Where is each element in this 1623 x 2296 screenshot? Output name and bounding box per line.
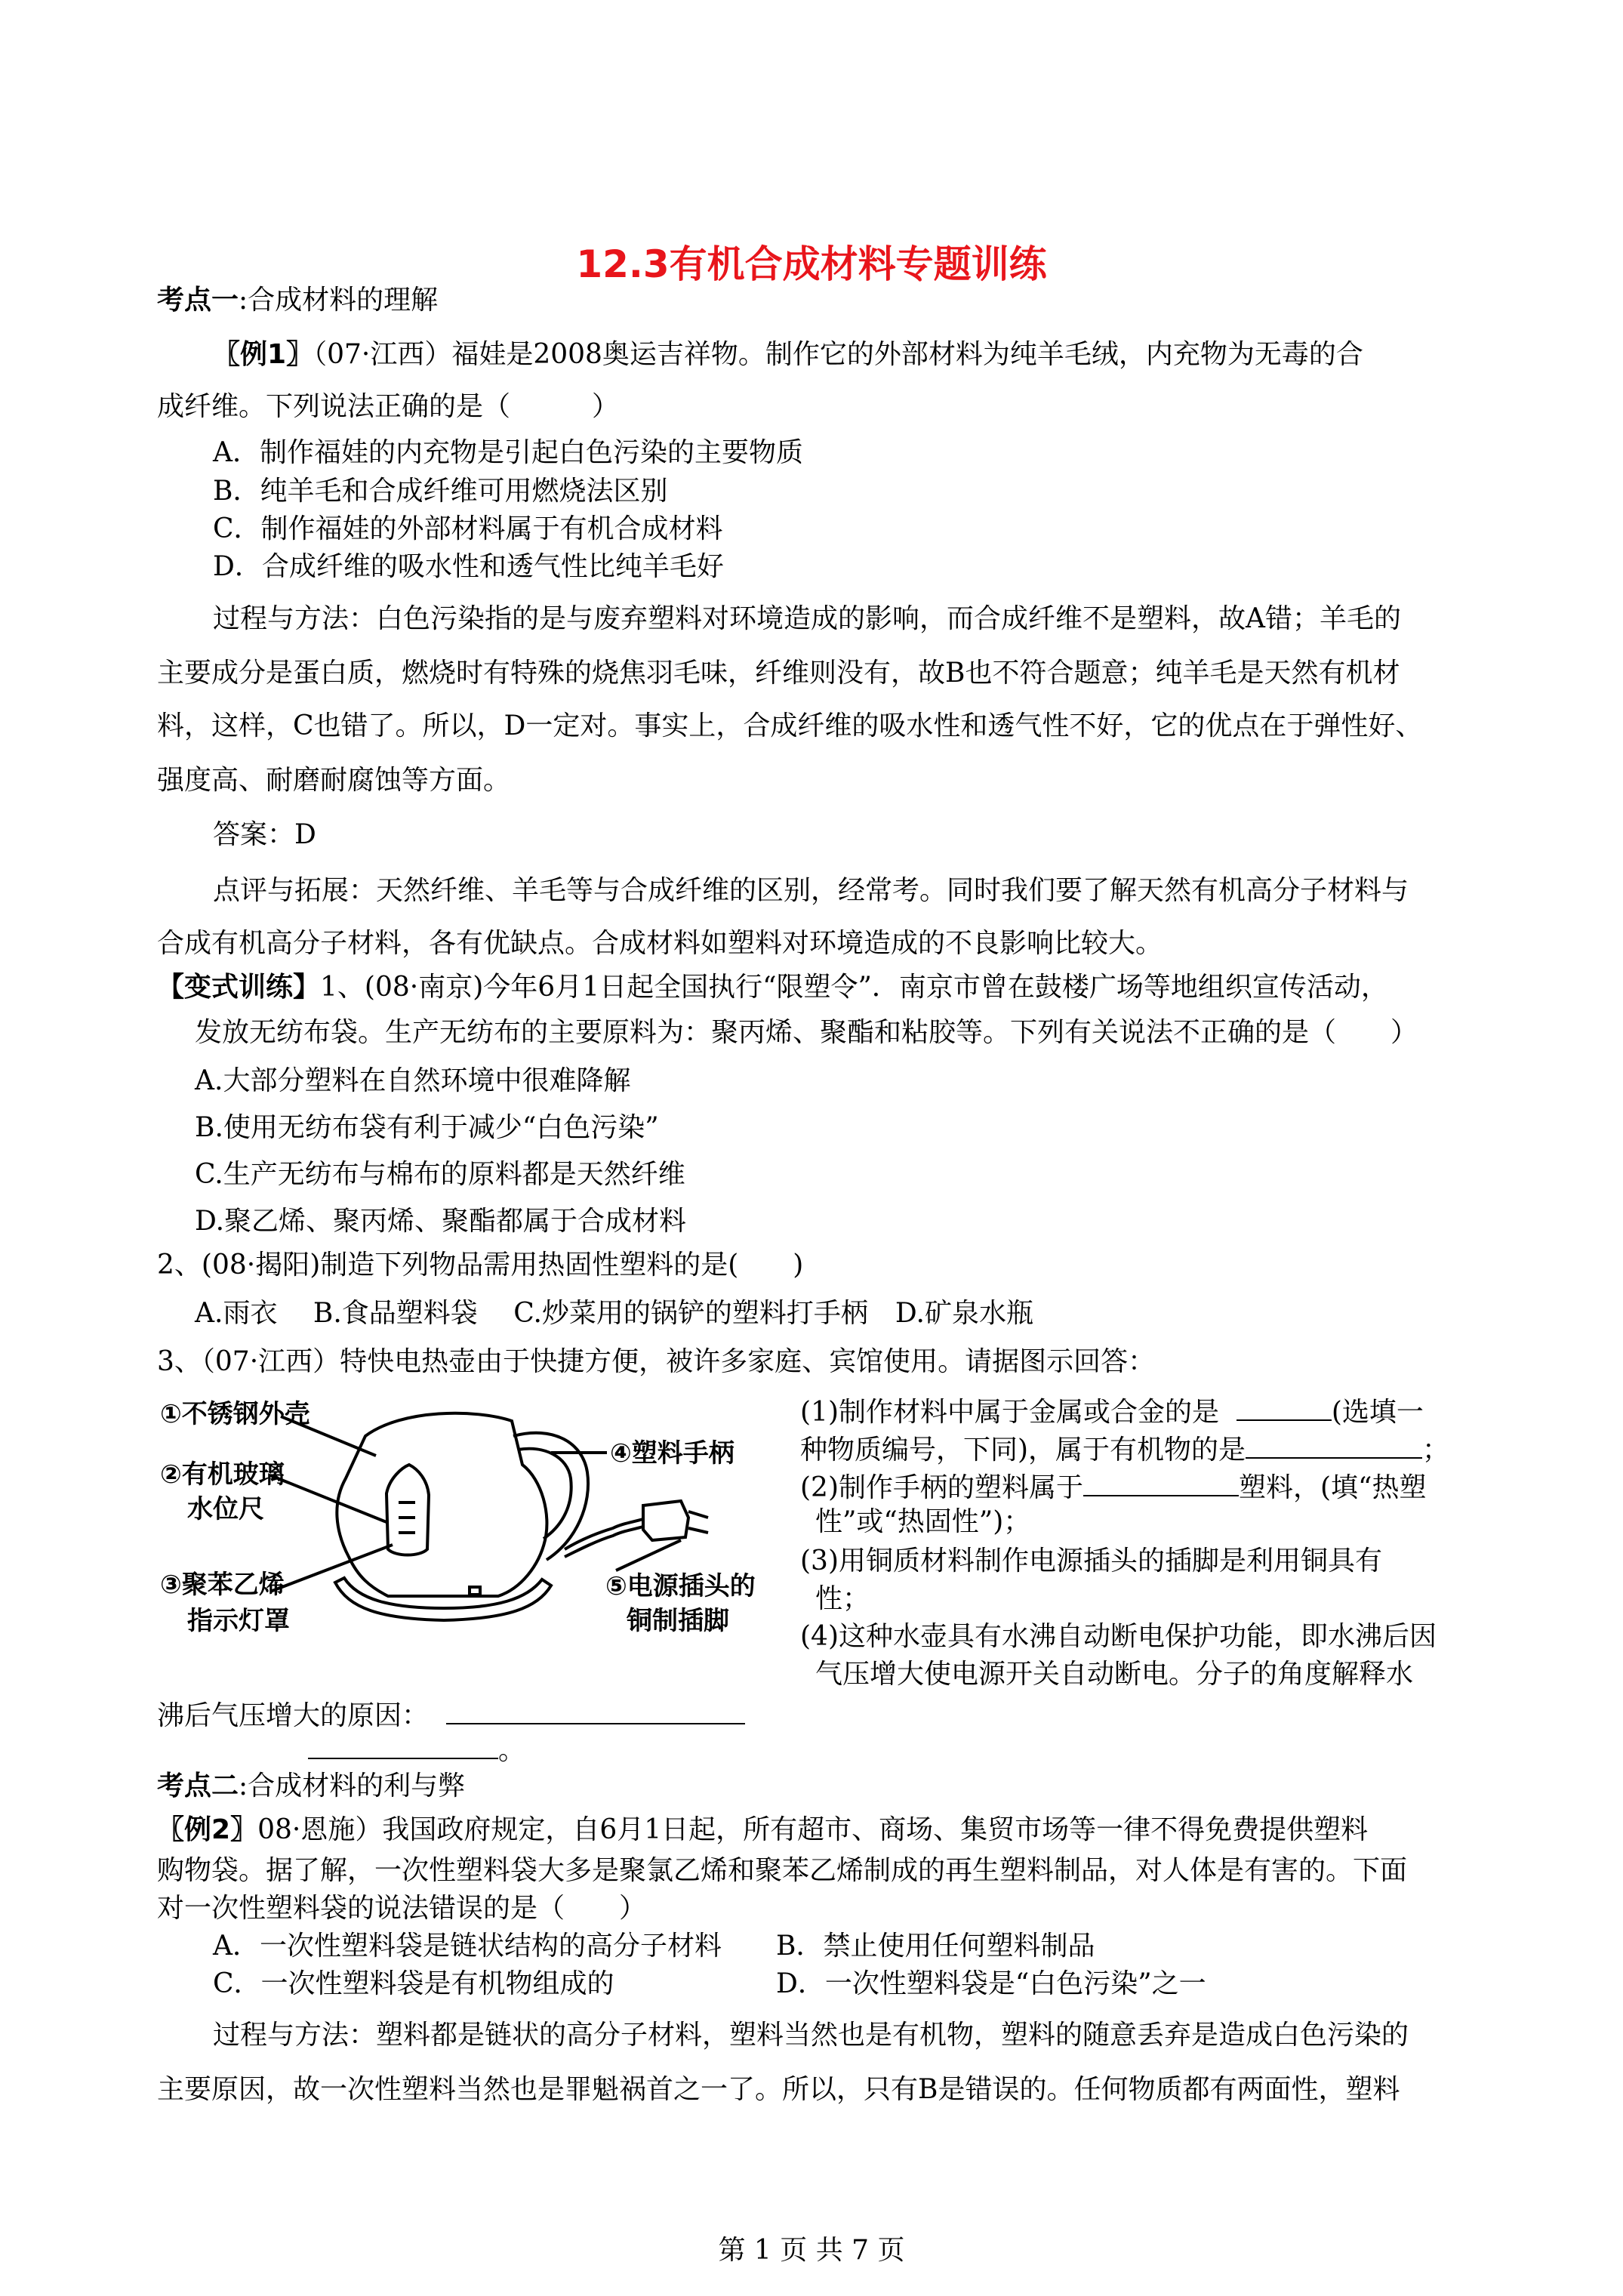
q3-part4-line-1: (4)这种水壶具有水沸自动断电保护功能，即水沸后因 bbox=[800, 1621, 1437, 1652]
example-2-question-line-3: 对一次性塑料袋的说法错误的是（ ） bbox=[157, 1893, 647, 1924]
example-2-option-c: C．一次性塑料袋是有机物组成的 bbox=[213, 1968, 614, 1999]
example-1-option-b: B．纯羊毛和合成纤维可用燃烧法区别 bbox=[213, 476, 668, 507]
example-1-method-line-3: 料，这样，C也错了。所以，D一定对。事实上，合成纤维的吸水性和透气性不好，它的优点在于弹性好、 bbox=[157, 710, 1423, 741]
variant-1-option-b: B.使用无纺布袋有利于减少“白色污染” bbox=[195, 1112, 659, 1143]
example-2-option-b: B．禁止使用任何塑料制品 bbox=[776, 1931, 1095, 1962]
example-2-question-line-1: 〖例2〗08·恩施）我国政府规定，自6月1日起，所有超市、商场、集贸市场等一律不得免费提供塑料 bbox=[157, 1814, 1369, 1845]
page-footer: 第 1 页 共 7 页 bbox=[718, 2235, 905, 2266]
q3-part2-line-1: (2)制作手柄的塑料属于 塑料，(填“热塑 bbox=[800, 1466, 1426, 1506]
figure-label-5a: ⑤电源插头的 bbox=[605, 1571, 756, 1601]
q3-part4-line-2: 气压增大使电源开关自动断电。分子的角度解释水 bbox=[815, 1659, 1414, 1690]
variant-1-option-a: A.大部分塑料在自然环境中很难降解 bbox=[195, 1065, 631, 1096]
q3-part3-line-1: (3)用铜质材料制作电源插头的插脚是利用铜具有 bbox=[800, 1546, 1382, 1576]
example-1-option-d: D．合成纤维的吸水性和透气性比纯羊毛好 bbox=[213, 551, 724, 582]
question-3: 3、（07·江西）特快电热壶由于快捷方便，被许多家庭、宾馆使用。请据图示回答： bbox=[157, 1346, 1156, 1377]
q3-part2-line-2: 性”或“热固性”)； bbox=[815, 1506, 1031, 1537]
figure-label-2b: 水位尺 bbox=[187, 1494, 264, 1524]
answer-blank[interactable] bbox=[1083, 1466, 1239, 1496]
question-2: 2、(08·揭阳)制造下列物品需用热固性塑料的是( ) bbox=[157, 1250, 804, 1281]
example-1-option-a: A．制作福娃的内充物是引起白色污染的主要物质 bbox=[213, 437, 803, 468]
q3-part3-line-2: 性； bbox=[815, 1583, 870, 1614]
figure-label-1: ①不锈钢外壳 bbox=[160, 1399, 310, 1429]
figure-label-2a: ②有机玻璃 bbox=[160, 1459, 285, 1490]
answer-blank[interactable] bbox=[1246, 1428, 1422, 1459]
answer-blank[interactable] bbox=[308, 1729, 498, 1759]
section-heading-2: 考点二:合成材料的利与弊 bbox=[157, 1771, 466, 1801]
question-2-options: A.雨衣 B.食品塑料袋 C.炒菜用的锅铲的塑料打手柄 D.矿泉水瓶 bbox=[195, 1298, 1033, 1329]
example-1-question-line-1: 〖例1〗（07·江西）福娃是2008奥运吉祥物。制作它的外部材料为纯羊毛绒，内充物为无毒的合 bbox=[213, 339, 1363, 370]
figure-label-4: ④塑料手柄 bbox=[610, 1438, 735, 1469]
example-2-method-line-1: 过程与方法：塑料都是链状的高分子材料，塑料当然也是有机物，塑料的随意丢弃是造成白色污染的 bbox=[213, 2020, 1409, 2051]
variant-1-question-line-2: 发放无纺布袋。生产无纺布的主要原料为：聚丙烯、聚酯和粘胶等。下列有关说法不正确的是（ ） bbox=[195, 1017, 1418, 1048]
figure-label-3a: ③聚苯乙烯 bbox=[160, 1570, 285, 1600]
variant-1-option-d: D.聚乙烯、聚丙烯、聚酯都属于合成材料 bbox=[195, 1206, 687, 1237]
answer-blank[interactable] bbox=[446, 1694, 745, 1724]
example-2-option-a: A．一次性塑料袋是链状结构的高分子材料 bbox=[213, 1931, 722, 1962]
section-heading-1: 考点一:合成材料的理解 bbox=[157, 285, 439, 316]
answer-blank[interactable] bbox=[1236, 1391, 1332, 1421]
example-1-answer: 答案：D bbox=[213, 819, 316, 850]
q3-part1-line-2: 种物质编号，下同)，属于有机物的是 ； bbox=[800, 1428, 1449, 1469]
example-2-option-d: D．一次性塑料袋是“白色污染”之一 bbox=[776, 1968, 1206, 1999]
variant-1-question-line-1: 【变式训练】1、(08·南京)今年6月1日起全国执行“限塑令”．南京市曾在鼓楼广场等地组织宣传活动， bbox=[157, 972, 1388, 1003]
page-title: 12.3有机合成材料专题训练 bbox=[576, 242, 1047, 286]
kettle-figure bbox=[160, 1389, 771, 1646]
q3-part4-line-3: 沸后气压增大的原因： bbox=[157, 1694, 745, 1734]
example-1-method-line-4: 强度高、耐磨耐腐蚀等方面。 bbox=[157, 765, 511, 796]
example-1-method-line-1: 过程与方法：白色污染指的是与废弃塑料对环境造成的影响，而合成纤维不是塑料，故A错；羊毛的 bbox=[213, 603, 1401, 634]
figure-label-5b: 铜制插脚 bbox=[627, 1606, 729, 1636]
example-1-comment-line-1: 点评与拓展：天然纤维、羊毛等与合成纤维的区别，经常考。同时我们要了解天然有机高分子材料与 bbox=[213, 875, 1409, 906]
figure-label-3b: 指示灯罩 bbox=[187, 1606, 290, 1636]
q3-part1-line-1: (1)制作材料中属于金属或合金的是 (选填一 bbox=[800, 1391, 1424, 1431]
example-2-method-line-2: 主要原因，故一次性塑料当然也是罪魁祸首之一了。所以，只有B是错误的。任何物质都有两面性，塑料 bbox=[157, 2074, 1400, 2105]
variant-1-option-c: C.生产无纺布与棉布的原料都是天然纤维 bbox=[195, 1159, 685, 1190]
example-1-method-line-2: 主要成分是蛋白质，燃烧时有特殊的烧焦羽毛味，纤维则没有，故B也不符合题意；纯羊毛是天然有机材 bbox=[157, 658, 1400, 689]
example-1-option-c: C．制作福娃的外部材料属于有机合成材料 bbox=[213, 513, 723, 544]
q3-part4-line-4: 。 bbox=[308, 1729, 525, 1769]
example-1-question-line-2: 成纤维。下列说法正确的是（ ） bbox=[157, 391, 620, 422]
example-2-question-line-2: 购物袋。据了解，一次性塑料袋大多是聚氯乙烯和聚苯乙烯制成的再生塑料制品，对人体是有害的。下面 bbox=[157, 1855, 1408, 1886]
example-1-comment-line-2: 合成有机高分子材料，各有优缺点。合成材料如塑料对环境造成的不良影响比较大。 bbox=[157, 928, 1163, 959]
